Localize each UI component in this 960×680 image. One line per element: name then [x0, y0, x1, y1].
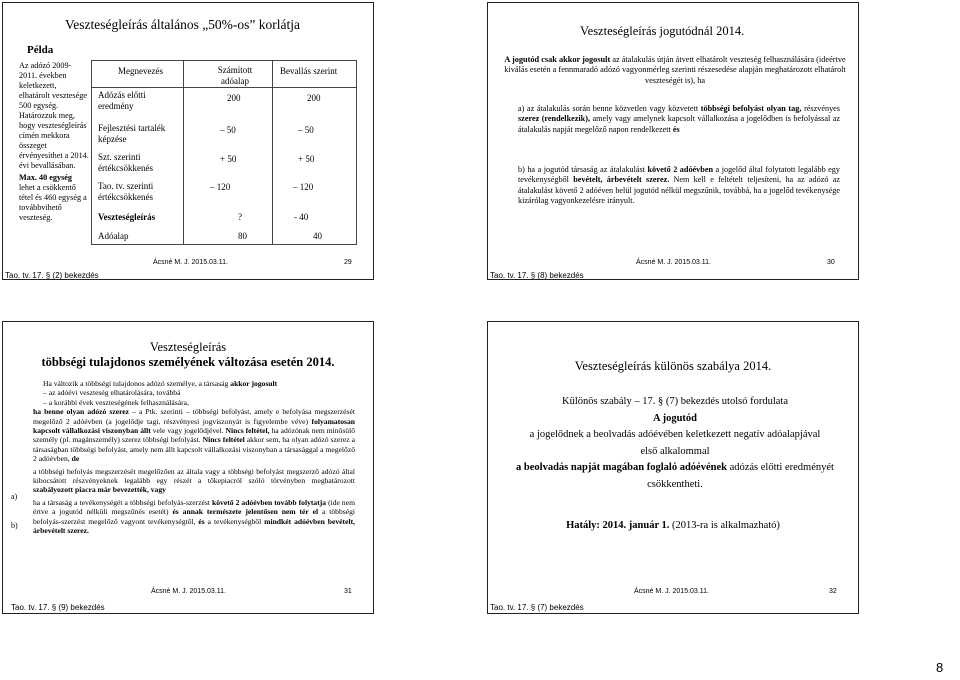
slide-title: Veszteségleírás különös szabálya 2014. [574, 359, 772, 373]
intro-line: – a korábbi évek veszteségének felhasználására, [43, 397, 189, 407]
main-paragraph: ha benne olyan adózó szerez – a Ptk. szerinti – többségi befolyást, amely e befolyása megszerzését megelőző 2 adóévben (a jogelődje tagi, részvényesi jogviszonyát is figyelembe véve) folyamatosan kapcsolt vállalkozási viszonyban állt vele vagy jogelődjével. Nincs feltétel, ha adózónak nem minősülő személy (pl. magánszemély) szerez többségi befolyást. Nincs feltétel akkor sem, ha olyan adózó szerez a társaságban többségi befolyást, amely nem állt kapcsolt vállalkozási viszonyban a társasággal a megelőző 2 adóévben, de [33, 407, 356, 464]
slide-number: 31 [344, 588, 352, 595]
slide-31 [2, 321, 374, 614]
legal-reference: Tao. tv. 17. § (9) bekezdés [11, 603, 105, 612]
slide-footer: Ácsné M. J. 2015.03.11. [151, 588, 226, 595]
table-row-label: Veszteségleírás [98, 212, 156, 222]
intro-paragraph: A jogutód csak akkor jogosult az átalakulás útján átvett elhatárolt veszteség felhasználására (ideértve kiválás esetén a fennmaradó adózó vagyonmérleg szerinti részesedése alapján meghatározott elhatárolt veszteségét is), ha [504, 55, 846, 85]
slide-title: Veszteségleírás általános „50%-os” korlátja [65, 17, 301, 32]
table-row-label: Adózás előtti eredmény [98, 90, 146, 111]
example-conclusion: Max. 40 egység lehet a csökkentő tétel és 460 egység a továbbvihető veszteség. [19, 173, 87, 222]
table-cell: + 50 [220, 154, 237, 164]
slide-body: Különös szabály – 17. § (7) bekezdés utolsó fordulata A jogutód a jogelődnek a beolvadás adóévében keletkezett negatív adóalapjával első alkalommal a beolvadás napját magában foglaló adóévének adózás előtti eredményét csökkentheti. [516, 396, 834, 490]
slide-footer: Ácsné M. J. 2015.03.11. [634, 588, 709, 595]
condition-b: ha a társaság a tevékenységét a többségi befolyás-szerzést követő 2 adóévben tovább folytatja (ide nem értve a jogutód nélküli megszűnés esetét) és annak természete jelentősen nem tér el a többségi befolyás-szerzést megelőző vagyont tevékenységtől, és a tevékenységből mindkét adóévben bevételt, árbevételt szerez. [33, 497, 356, 536]
slide-number: 29 [344, 259, 352, 266]
example-heading: Példa [27, 44, 54, 56]
slide-number: 30 [827, 259, 835, 266]
condition-b: b) ha a jogutód társaság az átalakulást követő 2 adóévben a jogelőd által folytatott legalább egy tevékenységből bevételt, árbevételt szerez. Nem kell e feltételt teljesíteni, ha az adózó az átalakulást követő 2 adóéven belül jogutód nélkül megszűnik, továbbá, ha a jogelőd tevékenysége kizárólag vagyonkezelésre irányult. [518, 165, 840, 206]
table-cell: 200 [307, 93, 321, 103]
calculation-table [91, 60, 357, 245]
slide-title: Veszteségleírás jogutódnál 2014. [580, 24, 745, 38]
legal-reference: Tao. tv. 17. § (7) bekezdés [490, 603, 584, 612]
table-cell: 80 [238, 231, 247, 241]
item-label: b) [11, 521, 18, 530]
intro-line: – az adóévi veszteség elhatárolására, továbbá [43, 388, 181, 398]
table-cell: 40 [313, 231, 322, 241]
table-row-label: Adóalap [98, 231, 129, 241]
legal-reference: Tao. tv. 17. § (2) bekezdés [5, 271, 99, 280]
table-row-label: Tao. tv. szerinti értékcsökkenés [98, 181, 154, 202]
condition-a: a) az átalakulás során benne közvetlen vagy közvetett többségi befolyást olyan tag, részvényes szerez (rendelkezik), amely vagy amelynek kapcsolt vállalkozása a jogelődben is befolyással az átalakulás napját megelőző napon rendelkezett és [518, 104, 840, 134]
page-number: 8 [936, 660, 944, 675]
table-row-label: Fejlesztési tartalék képzése [98, 123, 166, 144]
slide-body [33, 379, 355, 536]
effective-date: Hatály: 2014. január 1. (2013-ra is alkalmazható) [566, 520, 780, 531]
slide-30 [487, 2, 859, 280]
table-cell: 200 [227, 93, 241, 103]
item-label: a) [11, 492, 18, 501]
table-header: Megnevezés [118, 66, 163, 76]
table-cell: – 120 [293, 182, 314, 192]
table-cell: – 50 [220, 125, 236, 135]
table-header: Bevallás szerint [280, 66, 338, 76]
table-row-label: Szt. szerinti értékcsökkenés [98, 152, 153, 173]
table-cell: – 120 [210, 182, 231, 192]
table-cell: - 40 [294, 212, 309, 222]
slide-title: Veszteségleírás többségi tulajdonos személyének változása esetén 2014. [41, 340, 335, 369]
table-header: Számított adóalap [217, 65, 253, 86]
table-cell: + 50 [298, 154, 315, 164]
slide-footer: Ácsné M. J. 2015.03.11. [153, 259, 228, 266]
slide-number: 32 [829, 588, 837, 595]
table-cell: – 50 [298, 125, 314, 135]
legal-reference: Tao. tv. 17. § (8) bekezdés [490, 271, 584, 280]
slide-32 [487, 321, 859, 614]
table-cell: ? [238, 212, 242, 222]
example-description: Az adózó 2009-2011. években keletkezett, elhatárolt vesztesége 500 egység. Határozzuk meg, hogy veszteségleírás címén mekkora összeget érvényesíthet a 2014. évi bevallásában. [19, 61, 89, 170]
slide-footer: Ácsné M. J. 2015.03.11. [636, 259, 711, 266]
condition-a: a többségi befolyás megszerzését megelőzően az általa vagy a többségi befolyást megszerző adózó által kibocsátott részvényeknek legalább egy részét a tőkepiacról szóló törvényben meghatározott szabályozott piacra már bevezették, vagy [33, 466, 355, 495]
example-text-box [19, 61, 89, 223]
slide-29 [2, 2, 374, 280]
intro-line: Ha változik a többségi tulajdonos adózó személye, a társaság akkor jogosult [43, 379, 278, 388]
